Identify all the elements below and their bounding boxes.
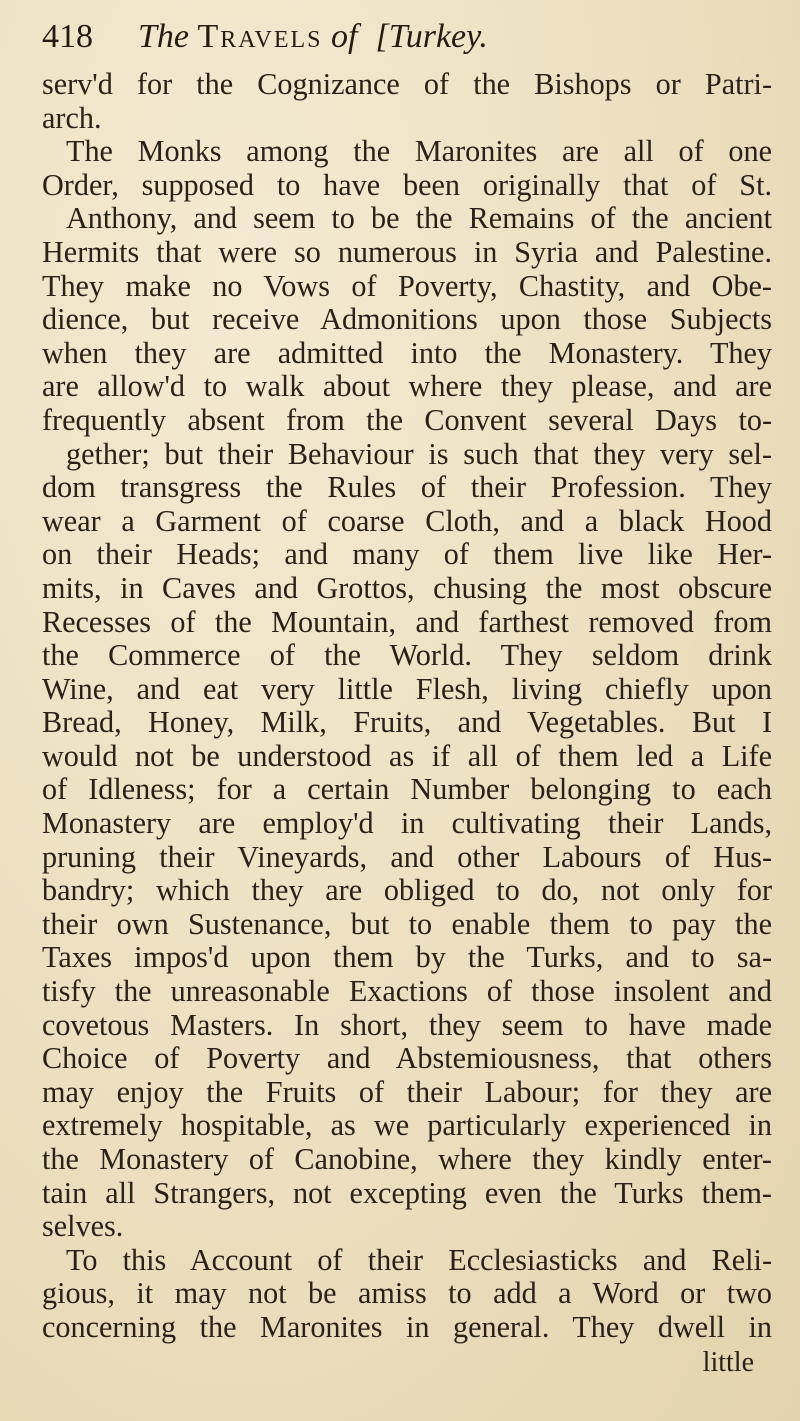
page-number: 418	[42, 18, 93, 55]
text-line: gious, it may not be amiss to add a Word or two	[42, 1276, 772, 1311]
running-section: [Turkey.	[375, 18, 488, 55]
text-line: tisfy the unreasonable Exactions of those insolent and	[42, 974, 772, 1009]
text-line: pruning their Vineyards, and other Labours of Hus-	[42, 839, 772, 874]
body-text	[42, 68, 772, 1345]
text-line: the Commerce of the World. They seldom drink	[42, 638, 772, 673]
text-line: frequently absent from the Convent several Days to-	[42, 402, 772, 437]
text-line: Taxes impos'd upon them by the Turks, and to sa-	[42, 940, 772, 975]
text-line: serv'd for the Cognizance of the Bishops or Patri-	[42, 67, 772, 101]
text-line: The Monks among the Maronites are all of one	[66, 134, 772, 169]
running-title-prefix: The	[138, 18, 189, 55]
text-line: Monastery are employ'd in cultivating their Lands,	[42, 806, 772, 841]
text-line: their own Sustenance, but to enable them to pay the	[42, 906, 772, 941]
text-line: when they are admitted into the Monastery. They	[42, 335, 772, 370]
text-line: Recesses of the Mountain, and farthest removed from	[42, 604, 772, 639]
text-line: of Idleness; for a certain Number belonging to each	[42, 772, 772, 807]
text-line: dom transgress the Rules of their Profession. They	[42, 470, 772, 505]
text-line: Bread, Honey, Milk, Fruits, and Vegetables. But I	[42, 705, 772, 740]
text-line: concerning the Maronites in general. They dwell in	[42, 1309, 772, 1344]
book-page	[42, 18, 772, 1379]
text-line: the Monastery of Canobine, where they kindly enter-	[42, 1142, 772, 1176]
text-line: Wine, and eat very little Flesh, living chiefly upon	[42, 671, 772, 706]
text-line: wear a Garment of coarse Cloth, and a black Hood	[42, 503, 772, 538]
text-line: selves.	[42, 1209, 124, 1244]
text-line: Hermits that were so numerous in Syria and Palestine.	[42, 234, 772, 269]
text-line: tain all Strangers, not excepting even the Turks them-	[42, 1175, 772, 1210]
text-line: are allow'd to walk about where they please, and are	[42, 369, 772, 404]
text-line: Choice of Poverty and Abstemiousness, that others	[42, 1041, 772, 1076]
text-line: may enjoy the Fruits of their Labour; for they are	[42, 1074, 772, 1109]
text-line: mits, in Caves and Grottos, chusing the most obscure	[42, 570, 772, 605]
running-title-main: Travels	[197, 18, 323, 55]
text-line: gether; but their Behaviour is such that they very sel-	[66, 436, 772, 471]
text-line: Anthony, and seem to be the Remains of the ancient	[66, 201, 772, 236]
catchword: little	[702, 1346, 754, 1378]
running-title	[138, 18, 357, 56]
text-line: would not be understood as if all of them led a Life	[42, 738, 772, 773]
text-line: extremely hospitable, as we particularly experienced in	[42, 1108, 772, 1143]
running-head	[42, 18, 772, 68]
text-line: They make no Vows of Poverty, Chastity, and Obe-	[42, 268, 772, 303]
text-line: dience, but receive Admonitions upon those Subjects	[42, 302, 772, 337]
running-title-of: of	[331, 18, 358, 55]
text-line: To this Account of their Ecclesiasticks and Reli-	[66, 1242, 772, 1277]
text-line: Order, supposed to have been originally that of St.	[42, 167, 772, 202]
text-line: covetous Masters. In short, they seem to have made	[42, 1007, 772, 1042]
text-line: on their Heads; and many of them live like Her-	[42, 537, 772, 572]
text-line: arch.	[42, 100, 102, 135]
text-line: bandry; which they are obliged to do, not only for	[42, 873, 772, 908]
